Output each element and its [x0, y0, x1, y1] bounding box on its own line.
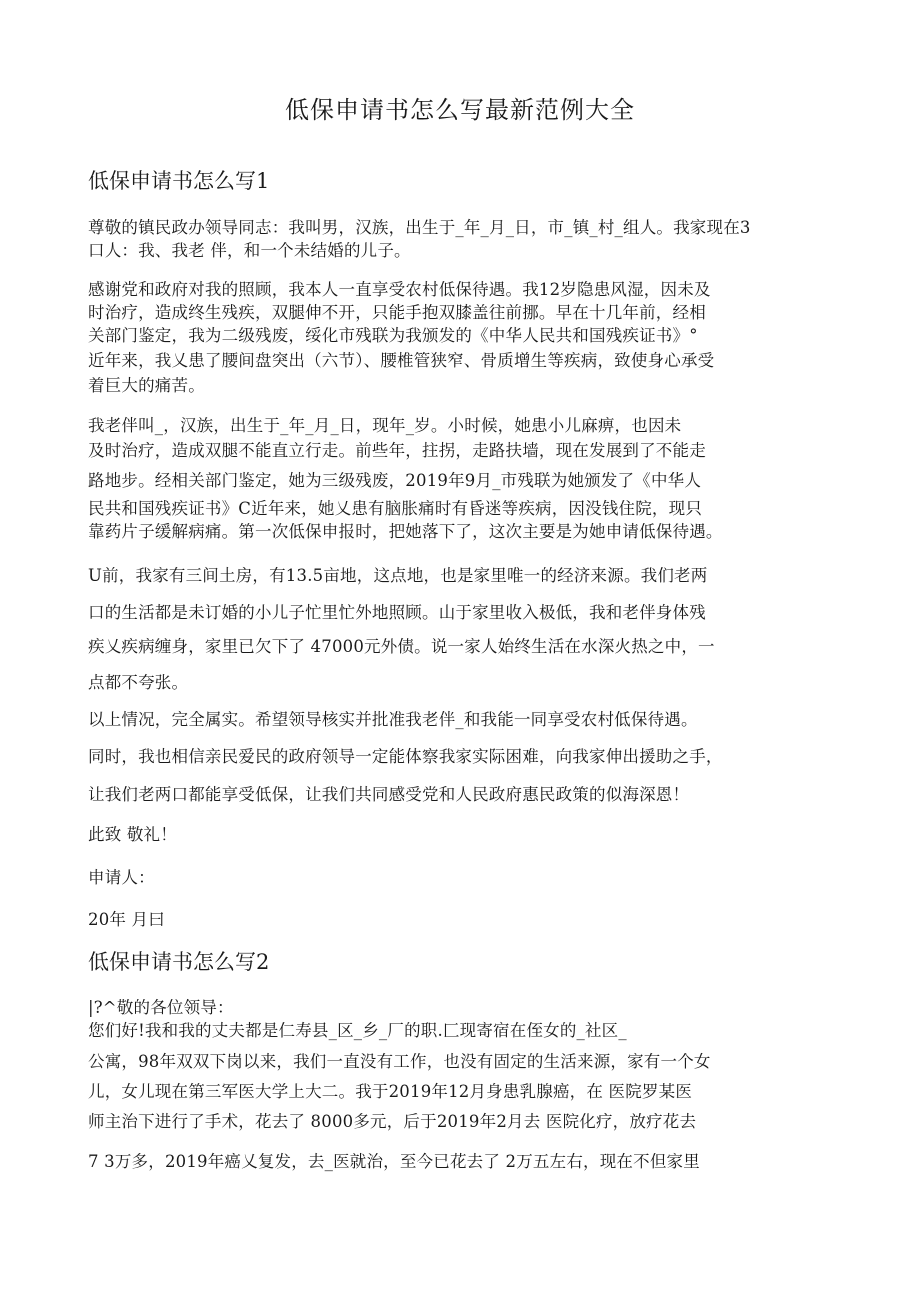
paragraph-line: 公寓，98年双双下岗以来，我们一直没有工作，也没有固定的生活来源，家有一个女 [88, 1052, 711, 1071]
paragraph-line: 同时，我也相信亲民爱民的政府领导一定能体察我家实际困难，向我家伸出援助之手， [88, 747, 723, 766]
paragraph-line: 尊敬的镇民政办领导同志：我叫男，汉族，出生于_年_月_日，市_镇_村_组人。我家现在3 [88, 218, 751, 237]
document-title: 低保申请书怎么写最新范例大全 [285, 96, 635, 124]
paragraph-line: 口人：我、我老 伴，和一个未结婚的儿子。 [88, 241, 411, 260]
paragraph-line: 让我们老两口都能享受低保，让我们共同感受党和人民政府惠民政策的似海深恩！ [88, 785, 690, 804]
paragraph-line: 疾乂疾病缠身，家里已欠下了 47000元外债。说一家人始终生活在水深火热之中，一 [88, 637, 715, 656]
paragraph-line: 时治疗，造成终生残疾，双腿伸不开，只能手抱双膝盖往前挪。早在十几年前，经相 [88, 303, 706, 322]
paragraph-line: 靠药片子缓解病痛。第一次低保申报时，把她落下了，这次主要是为她申请低保待遇。 [88, 522, 723, 541]
paragraph-line: U前，我家有三间土房，有13.5亩地，这点地，也是家里唯一的经济来源。我们老两 [88, 566, 708, 585]
section-heading-1: 低保申请书怎么写1 [88, 169, 270, 193]
paragraph-line: 儿，女儿现在第三军医大学上大二。我于2019年12月身患乳腺癌，在 医院罗某医 [88, 1082, 693, 1101]
paragraph-line: 以上情况，完全属实。希望领导核实并批准我老伴_和我能一同享受农村低保待遇。 [88, 710, 698, 729]
paragraph-line: 口的生活都是未订婚的小儿子忙里忙外地照顾。山于家里收入极低，我和老伴身体残 [88, 603, 706, 622]
paragraph-line: 点都不夸张。 [88, 673, 189, 692]
paragraph-line: 感谢党和政府对我的照顾，我本人一直享受农村低保待遇。我12岁隐患风湿，因未及 [88, 280, 711, 299]
closing-salutation: 此致 敬礼！ [88, 825, 177, 844]
paragraph-line: 路地步。经相关部门鉴定，她为三级残废，2019年9月_市残联为她颁发了《中华人 [88, 471, 702, 490]
date-line: 20年 月曰 [88, 910, 165, 929]
paragraph-line: 着巨大的痛苦。 [88, 376, 205, 395]
paragraph-line: 师主治下进行了手术，花去了 8000多元，后于2019年2月去 医院化疗，放疗花去 [88, 1112, 697, 1131]
paragraph-line: 近年来，我乂患了腰间盘突出（六节）、腰椎管狭窄、骨质增生等疾病，致使身心承受 [88, 351, 715, 370]
paragraph-line: 关部门鉴定，我为二级残废，绥化市残联为我颁发的《中华人民共和国残疾证书》° [88, 326, 698, 345]
paragraph-line: 7 3万多，2019年癌乂复发，去_医就治，至今已花去了 2万五左右，现在不但家里 [88, 1152, 700, 1171]
section-heading-2: 低保申请书怎么写2 [88, 950, 270, 974]
paragraph-line: |?^敬的各位领导： [88, 998, 234, 1017]
paragraph-line: 您们好!我和我的丈夫都是仁寿县_区_乡_厂的职.匚现寄宿在侄女的_社区_ [88, 1021, 627, 1040]
paragraph-line: 民共和国残疾证书》C近年来，她乂患有脑胀痛时有昏迷等疾病，因没钱住院，现只 [88, 499, 703, 518]
applicant-label: 申请人： [88, 868, 155, 887]
paragraph-line: 及时治疗，造成双腿不能直立行走。前些年，拄拐，走路扶墙，现在发展到了不能走 [88, 441, 706, 460]
paragraph-line: 我老伴叫_，汉族，出生于_年_月_日，现年_岁。小时候，她患小儿麻痹，也因未 [88, 416, 682, 435]
